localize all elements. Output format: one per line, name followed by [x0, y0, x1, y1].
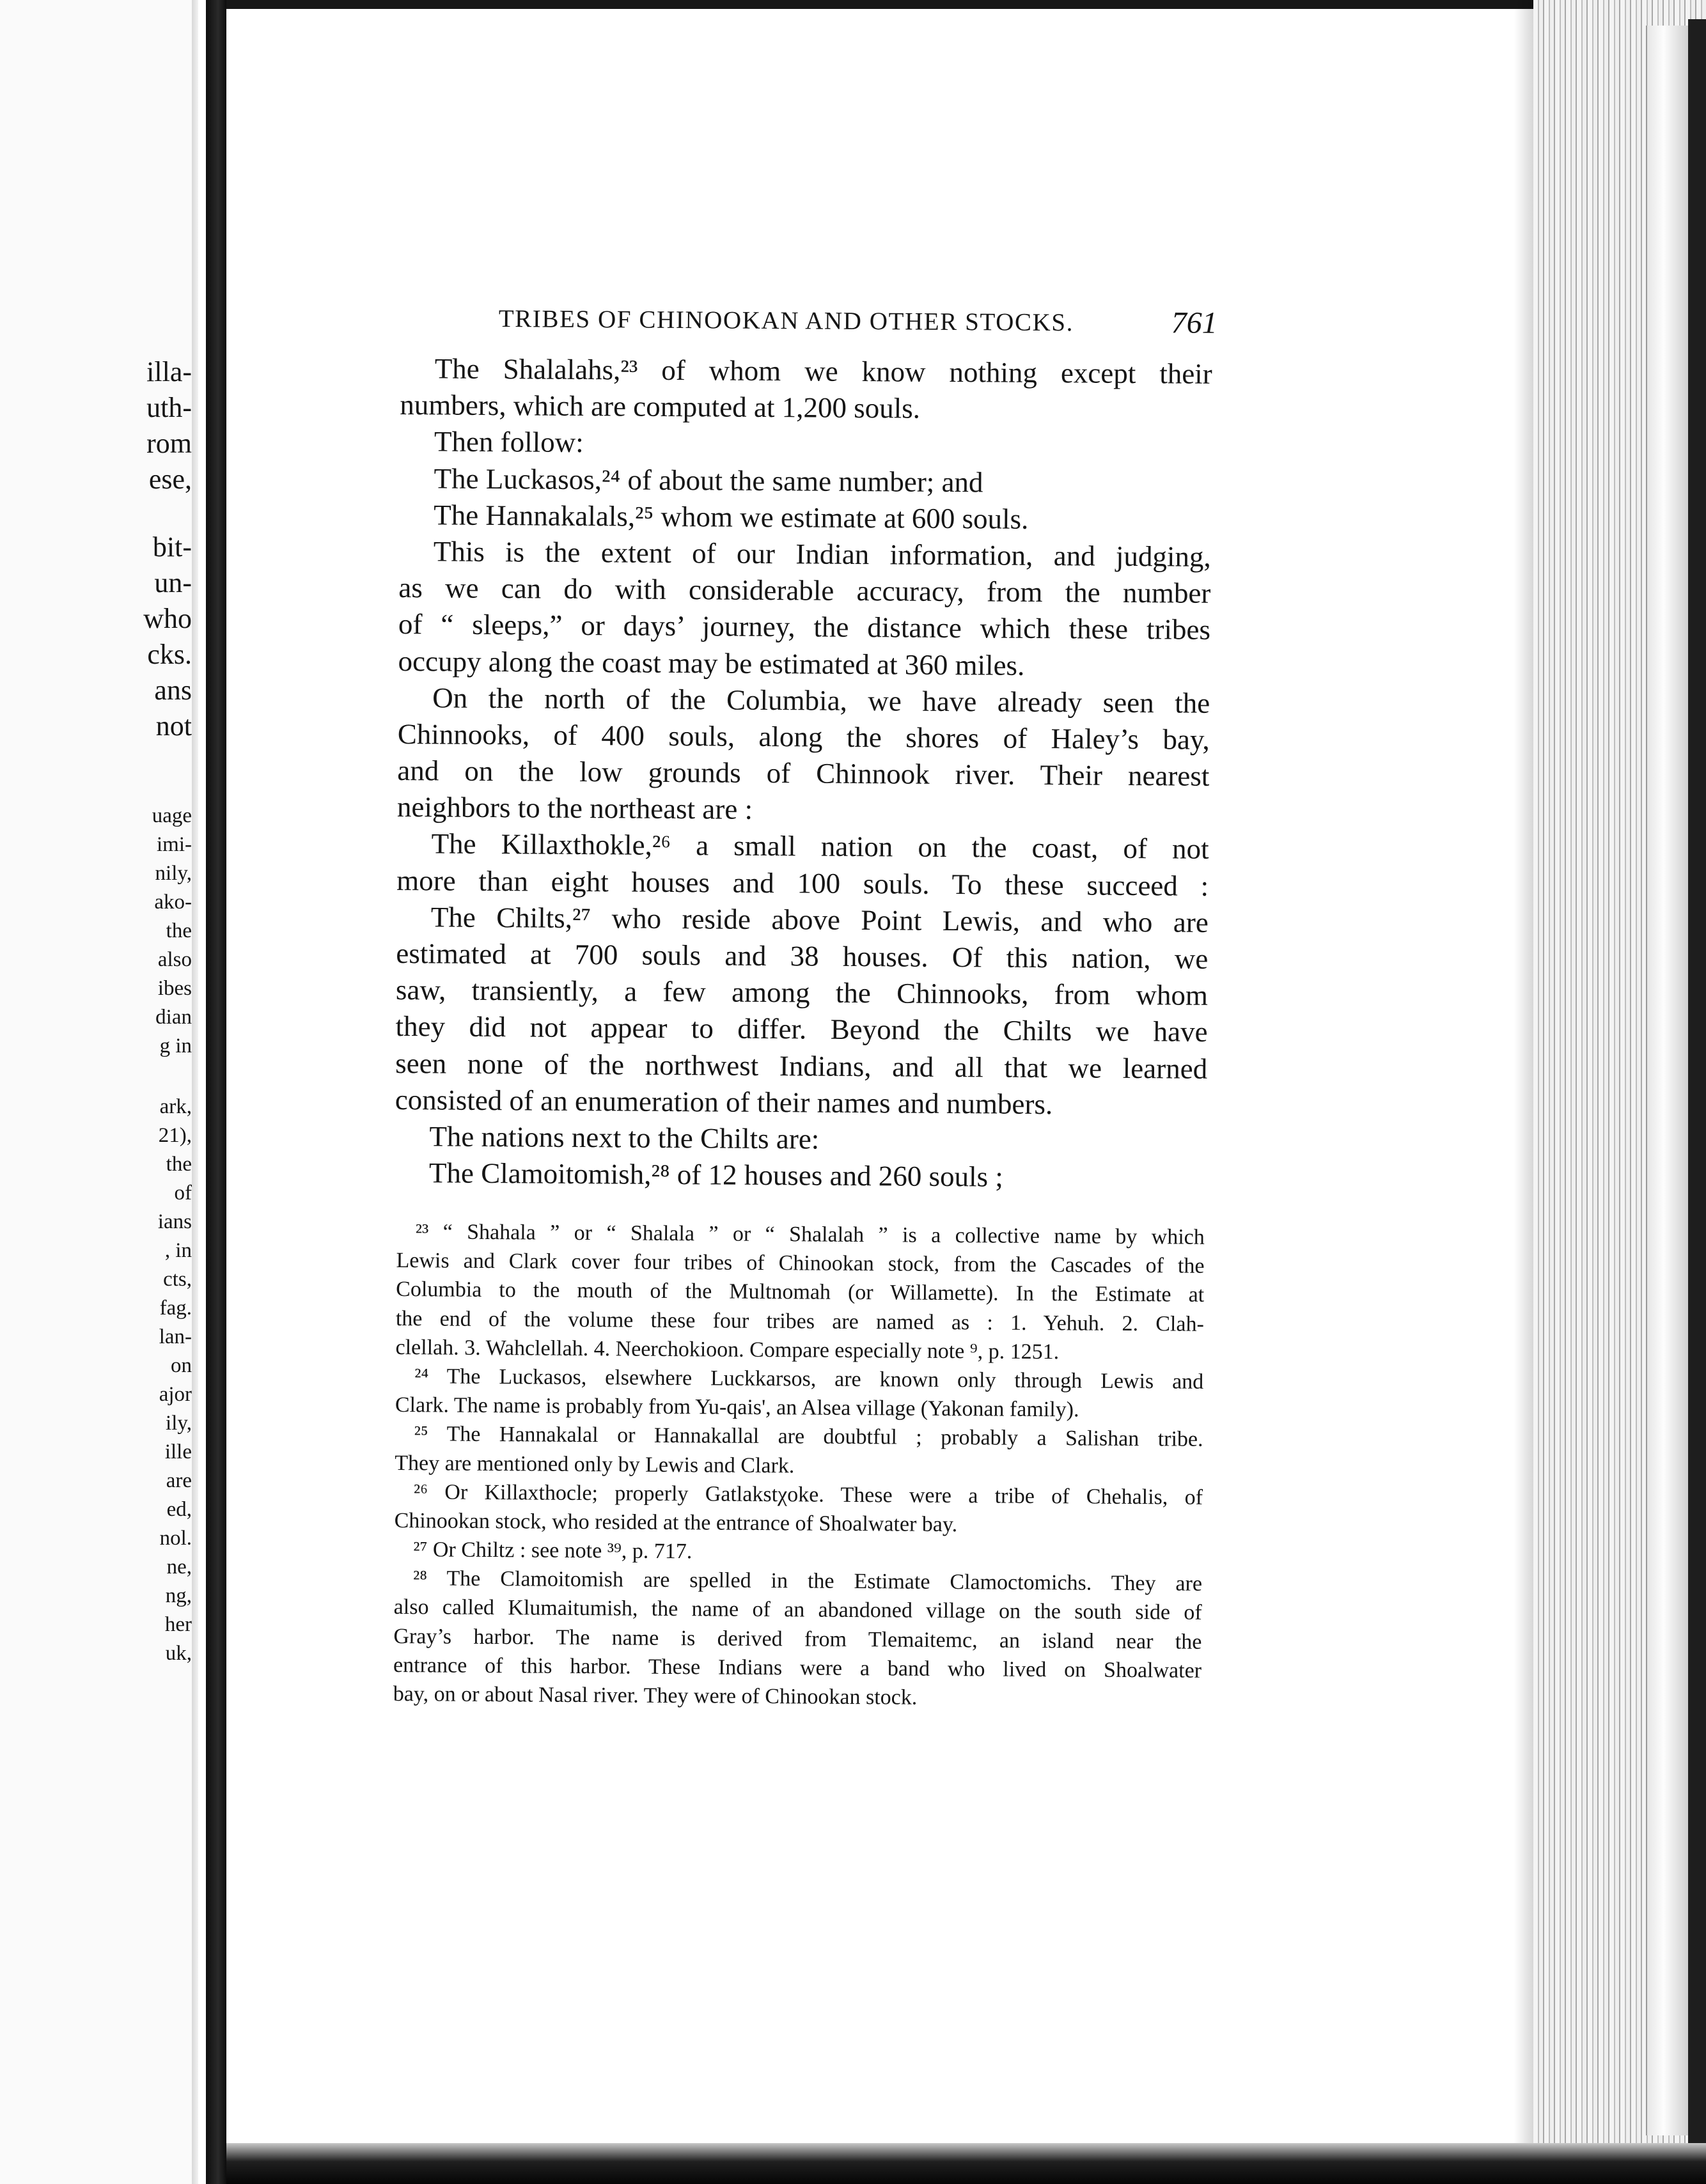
left-page-fragment: illa- — [146, 356, 192, 387]
left-page-footnote-fragment: dian — [155, 1006, 192, 1029]
left-page-footnote-fragment: ne, — [166, 1556, 192, 1579]
page-edge-shadow — [1514, 0, 1536, 2184]
footnote-line: Clark. The name is probably from Yu-qais', an Alsea village (Yakonan family). — [395, 1393, 1079, 1422]
left-page-footnote-fragment: cts, — [163, 1268, 192, 1291]
left-page-footnote-fragment: ed, — [166, 1498, 192, 1521]
body-line: and on the low grounds of Chinnook river. Their nearest — [397, 754, 1210, 792]
footnote-line: also called Klumaitumish, the name of an abandoned village on the south side of — [393, 1595, 1202, 1625]
body-line: neighbors to the northeast are : — [396, 791, 753, 826]
body-line: The Shalalahs,²³ of whom we know nothing except their — [434, 352, 1212, 390]
left-page-fragment: un- — [154, 567, 192, 598]
footnote-line: Chinookan stock, who resided at the entrance of Shoalwater bay. — [394, 1508, 958, 1537]
left-page-footnote-fragment: nol. — [159, 1527, 192, 1550]
footnote-line: ²⁷ Or Chiltz : see note ³⁹, p. 717. — [413, 1538, 693, 1564]
left-page-footnote-fragment: on — [171, 1354, 192, 1377]
footnote-line: Columbia to the mouth of the Multnomah (or Willamette). In the Estimate at — [396, 1277, 1205, 1307]
body-line: The nations next to the Chilts are: — [429, 1120, 820, 1155]
body-line: saw, transiently, a few among the Chinnooks, from whom — [395, 974, 1209, 1012]
footnote-line: bay, on or about Nasal river. They were of Chinookan stock. — [393, 1681, 918, 1710]
body-line: Then follow: — [434, 425, 584, 459]
left-page-fragment: ese, — [148, 464, 192, 495]
left-page-footnote-fragment: fag. — [159, 1297, 192, 1320]
footnote-line: They are mentioned only by Lewis and Clark. — [395, 1451, 795, 1478]
left-page-footnote-fragment: ille — [164, 1440, 192, 1463]
left-page-fragment: uth- — [146, 392, 192, 423]
footnote-line: clellah. 3. Wahclellah. 4. Neerchokioon. Compare especially note ⁹, p. 1251. — [395, 1335, 1060, 1364]
body-line: The Clamoitomish,²⁸ of 12 houses and 260 souls ; — [428, 1157, 1004, 1193]
left-page-footnote-fragment: g in — [159, 1034, 192, 1057]
left-page-footnote-fragment: lan- — [159, 1325, 192, 1348]
body-line: estimated at 700 souls and 38 houses. Of this nation, we — [396, 937, 1209, 975]
footnote-line: Lewis and Clark cover four tribes of Chinookan stock, from the Cascades of the — [396, 1249, 1205, 1279]
footnote-line: ²⁴ The Luckasos, elsewhere Luckkarsos, are known only through Lewis and — [414, 1364, 1204, 1394]
body-line: The Hannakalals,²⁵ whom we estimate at 600 souls. — [434, 499, 1029, 535]
left-page-fragment: rom — [146, 428, 192, 459]
bottom-scan-border — [226, 2143, 1706, 2184]
left-page-margin — [0, 0, 192, 2184]
left-page-footnote-fragment: are — [166, 1469, 192, 1492]
left-page-fragment: who — [143, 603, 192, 634]
body-line: On the north of the Columbia, we have already seen the — [432, 682, 1210, 719]
running-title: TRIBES OF CHINOOKAN AND OTHER STOCKS. — [498, 304, 1074, 337]
body-line: of “ sleeps,” or days’ journey, the distance which these tribes — [398, 608, 1211, 646]
body-line: numbers, which are computed at 1,200 souls. — [400, 389, 921, 425]
body-line: The Luckasos,²⁴ of about the same number; and — [434, 462, 983, 498]
footnote-line: ²⁸ The Clamoitomish are spelled in the Estimate Clamoctomichs. They are — [412, 1566, 1203, 1596]
body-line: occupy along the coast may be estimated at 360 miles. — [398, 644, 1025, 682]
body-line: The Killaxthokle,²⁶ a small nation on the coast, of not — [431, 827, 1209, 866]
body-line: they did not appear to differ. Beyond the Chilts we have — [395, 1010, 1208, 1049]
body-line: seen none of the northwest Indians, and all that we learned — [395, 1047, 1208, 1085]
left-page-footnote-fragment: the — [166, 1153, 192, 1176]
left-page-footnote-fragment: uk, — [165, 1642, 192, 1665]
left-page-footnote-fragment: ark, — [159, 1095, 192, 1118]
body-line: consisted of an enumeration of their names and numbers. — [395, 1083, 1053, 1120]
left-page-footnote-fragment: ng, — [165, 1584, 192, 1607]
running-head — [499, 300, 1217, 341]
left-page-footnote-fragment: ajor — [159, 1383, 192, 1406]
top-scan-border — [226, 0, 1537, 9]
body-line: Chinnooks, of 400 souls, along the shores of Haley’s bay, — [397, 717, 1210, 756]
fore-edge-shadow — [1688, 19, 1706, 2148]
body-line: The Chilts,²⁷ who reside above Point Lewis, and who are — [430, 901, 1209, 939]
footnotes — [393, 1217, 1205, 1714]
left-page-fragment: ans — [154, 675, 192, 706]
left-page-fragment: not — [155, 710, 192, 742]
left-page-footnote-fragment: her — [164, 1613, 192, 1636]
footnote-line: ²⁶ Or Killaxthocle; properly Gatlakstχoke. These were a tribe of Chehalis, of — [413, 1479, 1203, 1509]
book-cover-edge — [1646, 26, 1688, 2135]
left-page-footnote-fragment: 21), — [158, 1124, 192, 1147]
left-page-footnote-fragment: uage — [152, 804, 192, 827]
body-line: more than eight houses and 100 souls. To these succeed : — [396, 864, 1209, 902]
left-page-edge — [192, 0, 198, 2184]
left-page-footnote-fragment: of — [174, 1182, 192, 1205]
body-text — [395, 350, 1212, 1197]
left-page-footnote-fragment: ians — [157, 1210, 192, 1233]
book-gutter — [206, 0, 226, 2184]
footnote-line: the end of the volume these four tribes are named as : 1. Yehuh. 2. Clah- — [395, 1306, 1204, 1336]
footnote-line: ²³ “ Shahala ” or “ Shalala ” or “ Shalalah ” is a collective name by which — [415, 1220, 1205, 1249]
footnote-line: entrance of this harbor. These Indians were a band who lived on Shoalwater — [393, 1653, 1202, 1683]
left-page-fragment: cks. — [147, 639, 192, 670]
left-page-footnote-fragment: ako- — [154, 891, 192, 914]
left-page-fragment: bit- — [152, 531, 192, 563]
left-page-footnote-fragment: ibes — [157, 977, 192, 1000]
left-page-footnote-fragment: nily, — [155, 862, 192, 885]
footnote-line: ²⁵ The Hannakalal or Hannakallal are doubtful ; probably a Salishan tribe. — [414, 1422, 1203, 1452]
left-page-footnote-fragment: also — [157, 948, 192, 971]
body-line: This is the extent of our Indian information, and judging, — [433, 535, 1211, 573]
page-number: 761 — [1171, 306, 1217, 340]
body-line: as we can do with considerable accuracy, from the number — [398, 572, 1211, 609]
left-page-footnote-fragment: ily, — [166, 1412, 192, 1435]
left-page-footnote-fragment: , in — [164, 1239, 192, 1262]
left-page-footnote-fragment: imi- — [157, 833, 192, 856]
footnote-line: Gray’s harbor. The name is derived from Tlemaitemc, an island near the — [393, 1624, 1202, 1654]
left-page-footnote-fragment: the — [166, 919, 192, 942]
